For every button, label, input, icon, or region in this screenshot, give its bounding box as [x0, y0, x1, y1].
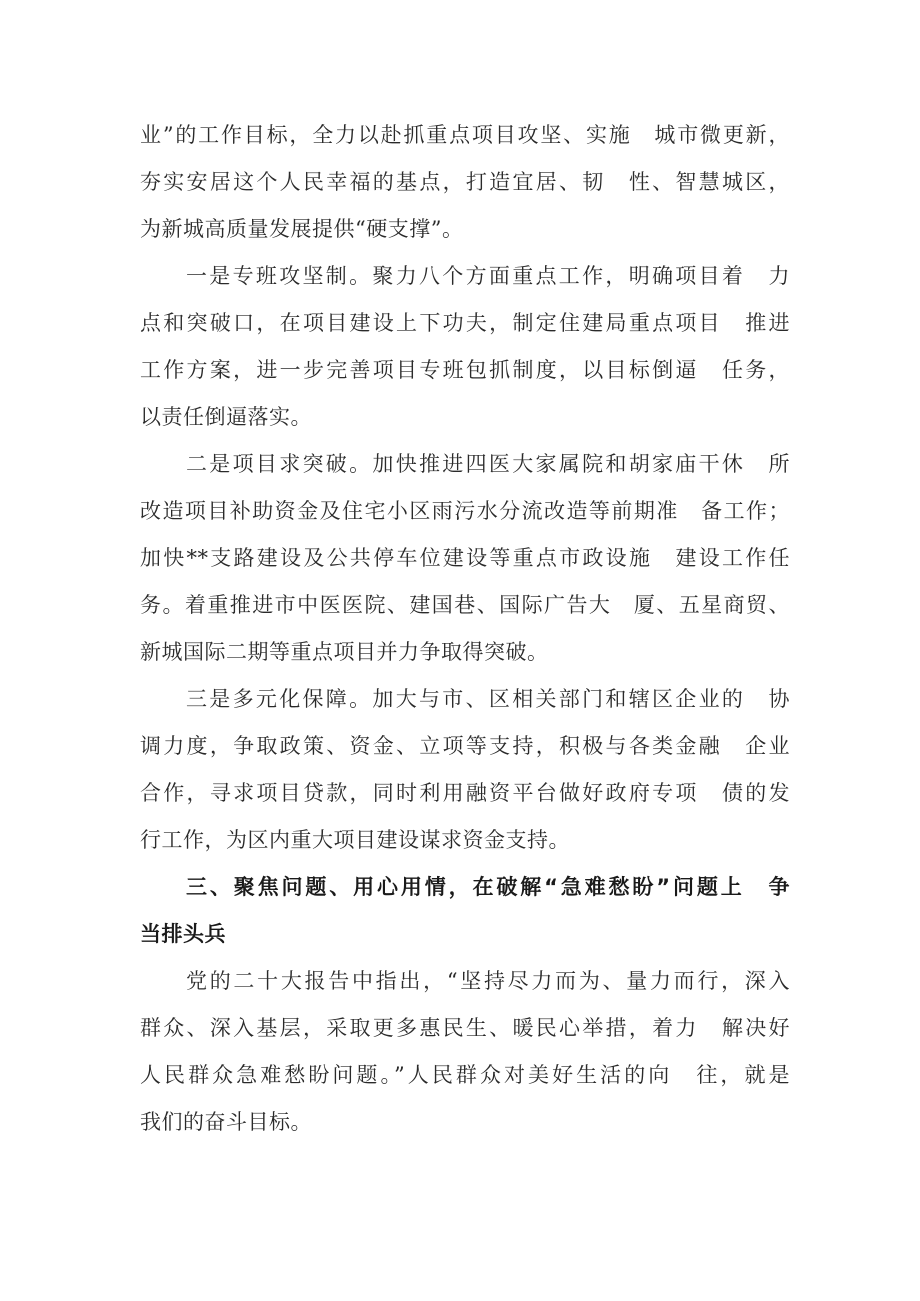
heading-line: 当排头兵	[140, 922, 226, 946]
text-line: 人民群众急难愁盼问题。”人民群众对美好生活的向 往，就是	[140, 1063, 790, 1087]
text-line: 业”的工作目标，全力以赴抓重点项目攻坚、实施 城市微更新，	[140, 123, 790, 147]
text-line: 工作方案，进一步完善项目专班包抓制度，以目标倒逼 任务，	[140, 358, 790, 382]
paragraph-special-team	[140, 253, 790, 441]
paragraph-diversified-support	[140, 676, 790, 864]
paragraph-intro-continuation	[140, 112, 790, 253]
paragraph-project-breakthrough	[140, 441, 790, 676]
heading-line: 三、聚焦问题、用心用情，在破解“急难愁盼”问题上 争	[186, 875, 790, 899]
text-line: 调力度，争取政策、资金、立项等支持，积极与各类金融 企业	[140, 734, 790, 758]
text-line: 务。着重推进市中医医院、建国巷、国际广告大 厦、五星商贸、	[140, 593, 790, 617]
text-line: 以责任倒逼落实。	[140, 405, 312, 429]
text-line: 我们的奋斗目标。	[140, 1110, 312, 1134]
section-heading-three	[140, 864, 790, 958]
text-line: 一是专班攻坚制。聚力八个方面重点工作，明确项目着 力	[186, 264, 790, 288]
text-line: 点和突破口，在项目建设上下功夫，制定住建局重点项目 推进	[140, 311, 790, 335]
text-line: 二是项目求突破。加快推进四医大家属院和胡家庙干休 所	[186, 452, 790, 476]
text-line: 合作，寻求项目贷款，同时利用融资平台做好政府专项 债的发	[140, 781, 790, 805]
text-line: 行工作，为区内重大项目建设谋求资金支持。	[140, 828, 570, 852]
text-line: 改造项目补助资金及住宅小区雨污水分流改造等前期准 备工作；	[140, 499, 790, 523]
text-line: 党的二十大报告中指出，“坚持尽力而为、量力而行，深入	[186, 969, 790, 993]
text-line: 夯实安居这个人民幸福的基点，打造宜居、韧 性、智慧城区，	[140, 170, 790, 194]
text-line: 加快**支路建设及公共停车位建设等重点市政设施 建设工作任	[140, 546, 790, 570]
text-line: 群众、深入基层，采取更多惠民生、暖民心举措，着力 解决好	[140, 1016, 790, 1040]
paragraph-twentieth-congress	[140, 958, 790, 1146]
document-body	[140, 112, 790, 1146]
text-line: 为新城高质量发展提供“硬支撑”。	[140, 217, 464, 241]
text-line: 三是多元化保障。加大与市、区相关部门和辖区企业的 协	[186, 687, 790, 711]
text-line: 新城国际二期等重点项目并力争取得突破。	[140, 640, 549, 664]
